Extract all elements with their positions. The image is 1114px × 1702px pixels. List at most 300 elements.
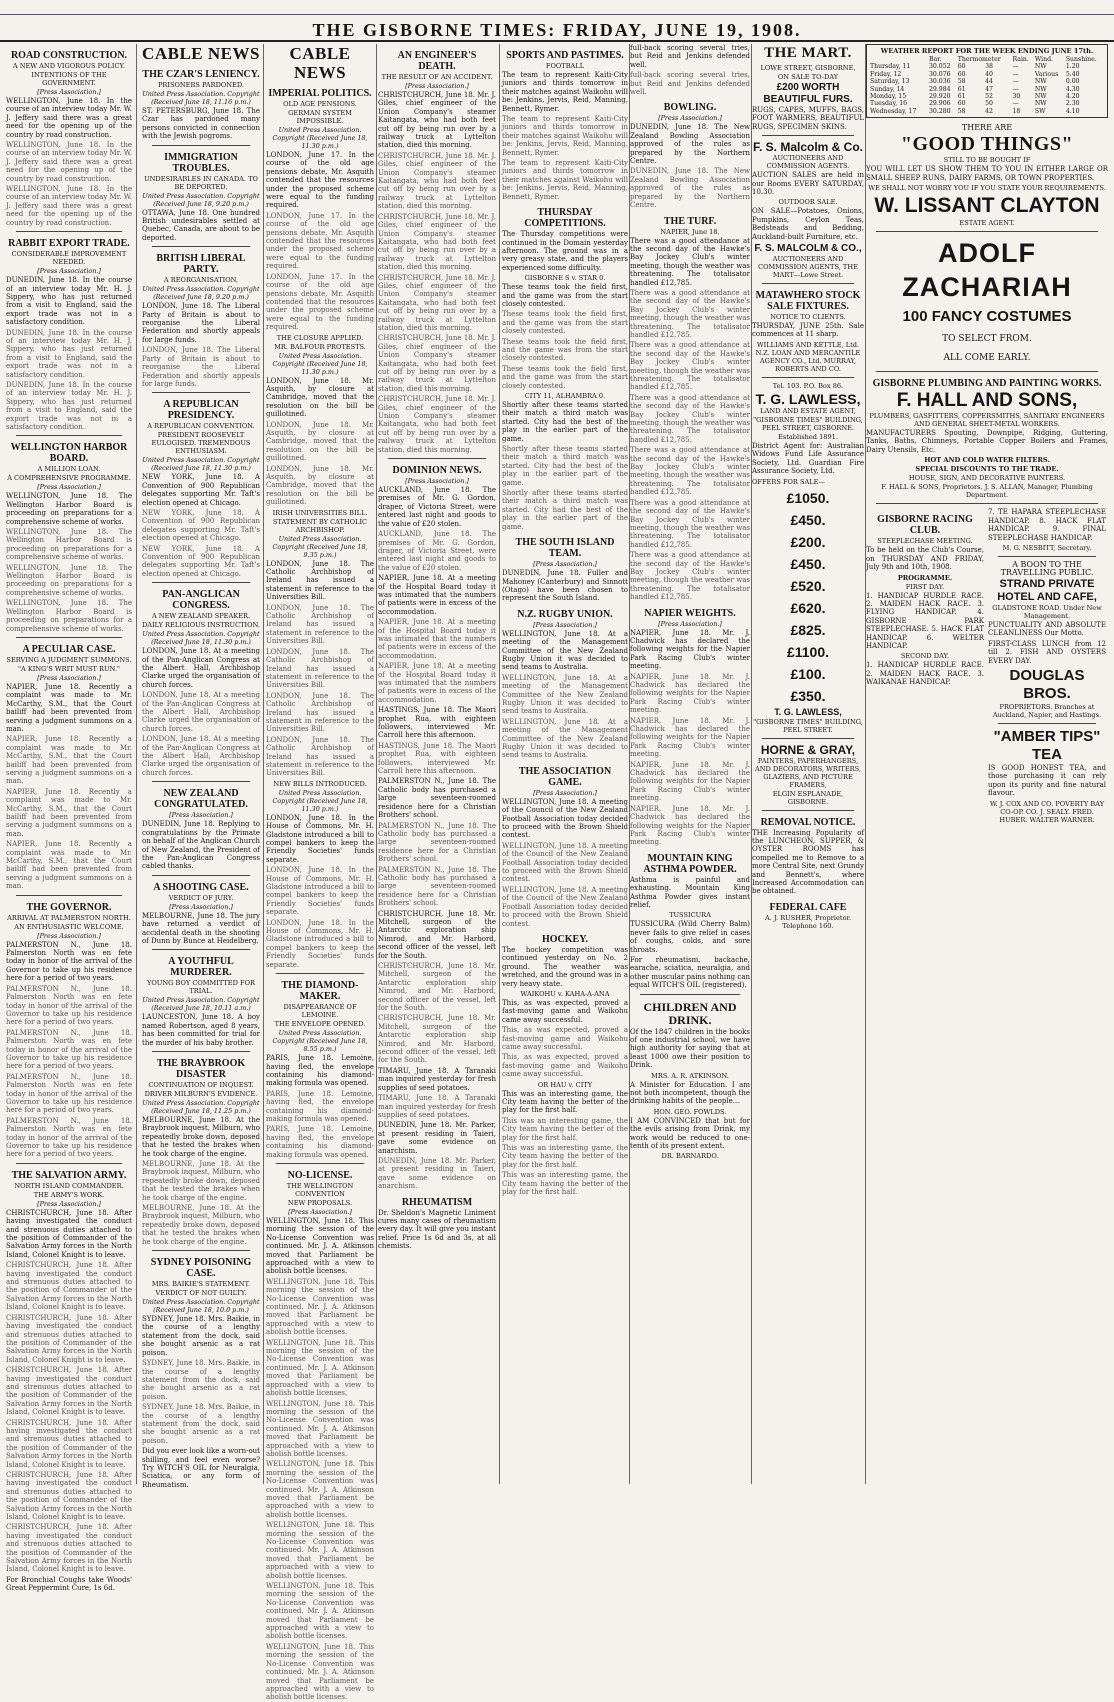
article-body: This, as was expected, proved a fast-moving game and Waikohu came away successful. (502, 1053, 628, 1079)
subheadline: INTENTIONS OF THE GOVERNMENT. (31, 71, 107, 87)
divider (152, 1051, 250, 1052)
advert-line: STEEPLECHASE MEETING. (877, 537, 973, 546)
article-body: There was a good attendance at the second day of the Hawke's Bay Jockey Club's winter meeting, though the weather was threatening. The totalisator handled £12,785. (630, 236, 750, 287)
advert-body: 7. TE HAPARA STEEPLECHASE HANDICAP. 8. HACK FLAT HANDICAP. 9. FINAL STEEPLECHASE HANDICAP. (988, 508, 1106, 542)
weather-cell: 0.00 (1065, 78, 1080, 86)
advert-body: IS GOOD HONEST TEA, and those purchasing it can rely upon its purity and fine natural flavour. (988, 763, 1106, 798)
press-credit: United Press Association. Copyright (Received June 18, 9.20 p.m.) (142, 191, 260, 208)
weather-cell: 29.984 (928, 85, 951, 93)
subheadline: PRISONERS PARDONED. (157, 81, 245, 89)
article-body: LONDON, June 18. Mr. Asquith, by closure at Cambridge, moved that the resolution on the bill be guillotined. (266, 376, 374, 419)
subheadline: GERMAN SYSTEM IMPOSSIBLE. (288, 109, 352, 125)
article-body: WELLINGTON, June 18. This morning the session of the No-License Convention was continued. Mr. J. A. Atkinson moved that Parliament be approached with a view to abolish bottle licenses. (266, 1399, 374, 1458)
weather-cell: 18 (1012, 107, 1021, 115)
advert-line: OUTDOOR SALE. (778, 198, 838, 207)
article-body: This, as was expected, proved a fast-moving game and Waikohu came away successful. (502, 998, 628, 1024)
advert-headline: F. S. Malcolm & Co. (752, 140, 863, 155)
article-body: NAPIER, June 18. Mr. J. Chadwick has declared the following weights for the Napier Park Racing Club's winter meeting. (630, 672, 750, 715)
advert-body: AUCTION SALES are held in our Rooms EVERY SATURDAY, 10.30. (752, 171, 864, 197)
article-body: LONDON, June 18. In the House of Commons, Mr. H. Gladstone introduced a bill to compel bankers to keep the Friendly Societies' funds separate. (266, 866, 374, 917)
advert-line: TO SELECT FROM. (942, 334, 1032, 345)
weather-cell: 29.906 (928, 100, 951, 108)
subheadline: DISAPPEARANCE OF LEMOINE. (283, 1003, 357, 1020)
divider (152, 145, 250, 146)
article-body: CHRISTCHURCH, June 18. Mr. Mitchell, surgeon of the Antarctic exploration ship Nimrod, and Mr. Harbord, second officer of the vessel, left for the South. (378, 909, 496, 960)
subheadline: VERDICT OF JURY. (168, 893, 234, 902)
press-credit: [Press Association.] (658, 619, 722, 628)
advert-body: 1. HANDICAP HURDLE RACE. 2. MAIDEN HACK RACE. 3. WAIKANAE HANDICAP. (866, 661, 984, 687)
subheadline: NEW PROPOSALS. (287, 1198, 353, 1207)
advert-body: THE Increasing Popularity of the LUNCHEON, SUPPER, & OYSTER ROOMS has compelled me to Remove to a more Central Site, next Grundy and Bennett's, where Increased Accommodation can be obtained. (752, 828, 864, 896)
article-body: WELLINGTON, June 18. This morning the session of the No-License Convention was continued. Mr. J. A. Atkinson moved that Parliament be approached with a view to abolish bottle licenses. (266, 1582, 374, 1641)
article-body: PARIS, June 18. Lemoine, having fled, the envelope containing his diamond-making formula was opened. (266, 1125, 374, 1159)
press-credit: [Press Association.] (37, 267, 101, 276)
press-credit: United Press Association. Copyright (Received June 18, 10.0 p.m.) (142, 1298, 260, 1315)
price: £620. (790, 599, 826, 616)
advert-body: To be held on the Club's Course, on THURSDAY AND FRIDAY, July 9th and 10th, 1908. (866, 546, 984, 572)
subheadline: GISBORNE S v. STAR 0. (524, 274, 606, 283)
article-body: This, as was expected, proved a fast-moving game and Waikohu came away successful. (502, 1026, 628, 1051)
divider (152, 949, 250, 950)
article-body: AUCKLAND, June 18. The premises of Mr. G. Gordon, draper, of Victoria Street, were entered last night and goods to the value of £20 stolen. (378, 530, 496, 572)
weather-cell: 29.920 (928, 93, 951, 101)
headline: A REPUBLICAN PRESIDENCY. (163, 399, 239, 422)
article-body: These teams took the field first, and the game was from the start closely contested. (502, 283, 628, 308)
weather-header-cell: Bar. (928, 56, 942, 63)
subheadline: THE WELLINGTON CONVENTION (286, 1181, 354, 1198)
weather-cell: 4.30 (1065, 85, 1080, 93)
article-body: CHRISTCHURCH, June 18. After having investigated the conduct and strenuous duties attached to the position of Commander of the Salvation Army forces in the North Island, Colonel Knight is to leave. (6, 1366, 132, 1417)
weather-cell: 38 (985, 63, 993, 71)
article-body: There was a good attendance at the second day of the Hawke's Bay Jockey Club's winter meeting, though the weather was threatening. The totalisator handled £12,785. (630, 393, 750, 444)
weather-header-cell: Wind. (1034, 56, 1054, 63)
subheadline: SERVING A JUDGMENT SUMMONS. (6, 655, 132, 664)
headline: IMPERIAL POLITICS. (268, 88, 372, 99)
press-credit: [Press Association.] (405, 82, 469, 90)
article-body: TIMARU, June 18. A Taranaki man inquired yesterday for fresh supplies of seed potatoes. (378, 1094, 496, 1119)
article-body: NEW YORK, June 18. A Convention of 900 Republican delegates supporting Mr. Taft's election opened at Chicago. (142, 508, 260, 543)
article-body: SYDNEY, June 18. Mrs. Baikie, in the course of a lengthy statement from the dock, said she bought arsenic as a rat poison. (142, 1359, 260, 1401)
article-body: PALMERSTON N., June 18. Palmerston North was en fete today in honor of the arrival of the Governor to take up his residence here for a period of two years. (6, 1116, 132, 1159)
headline: MOUNTAIN KING ASTHMA POWDER. (643, 852, 737, 875)
article-body: NAPIER, June 18. Mr. J. Chadwick has declared the following weights for the Napier Park Racing Club's winter meeting. (630, 760, 750, 803)
advert-headline: GISBORNE RACING CLUB. (877, 514, 973, 537)
weather-header-cell: Sunshine. (1065, 56, 1097, 63)
price: £450. (790, 555, 826, 572)
weather-cell: 60 (957, 100, 966, 108)
advert-line: "GISBORNE TIMES" BUILDING, PEEL STREET. (753, 717, 863, 734)
press-credit: [Press Association.] (37, 483, 101, 492)
press-credit: [Press Association.] (169, 811, 233, 820)
article-body: CHRISTCHURCH, June 18. Mr. J. Giles, chief engineer of the Union Company's steamer Kaitangata, who had both feet cut off by being run over by a railway truck at Lyttelton station, died this morning. (378, 334, 496, 393)
advert-line: 100 FANCY COSTUMES (902, 308, 1072, 326)
subheadline: ARRIVAL AT PALMERSTON NORTH. (7, 913, 131, 922)
article-body: DUNEDIN, June 18. In the course of an interview today Mr. H. J. Sippery, who has just returned from a visit to England, said the export trade was not in a satisfactory condition. (6, 380, 132, 431)
weather-cell: 4.10 (1065, 107, 1080, 115)
weather-row (869, 86, 1105, 93)
article-body: LAUNCESTON, June 18. A boy named Robertson, aged 8 years, has been committed for trial for the murder of his baby brother. (142, 1013, 260, 1047)
headline: A PECULIAR CASE. (22, 643, 116, 655)
weather-cell: 4.20 (1065, 93, 1080, 101)
weather-header-cell: Thermometer (957, 56, 1001, 63)
advert-headline: W. LISSANT CLAYTON (874, 194, 1100, 218)
divider (16, 1163, 122, 1164)
article-body: PALMERSTON N., June 18. Palmerston North was en fete today in honor of the arrival of the Governor to take up his residence here for a period of two years. (6, 984, 132, 1027)
headline: THE SALVATION ARMY. (11, 1169, 127, 1181)
advert-line: PROGRAMME. (897, 573, 953, 582)
weather-cell: Thursday, 11 (870, 63, 911, 71)
subheadline: A MILLION LOAN. (37, 465, 101, 474)
divider (152, 875, 250, 876)
article-body: LONDON, June 18. The Catholic Archbishop of Ireland has issued a statement in reference to the Universities Bill. (266, 603, 374, 646)
article-body: WELLINGTON, June 18. This morning the session of the No-License Convention was continued. Mr. J. A. Atkinson moved that Parliament be approached with a view to abolish bottle licenses. (266, 1338, 374, 1398)
subheadline: OR HAU v. CITY (537, 1080, 593, 1089)
advert-line: AUCTIONEERS AND COMMISSION AGENTS. (766, 154, 850, 171)
subheadline: CONTINUATION OF INQUEST. (148, 1080, 254, 1089)
article-body: There was a good attendance at the second day of the Hawke's Bay Jockey Club's winter meeting, though the weather was threatening. The totalisator handled £12,785. (630, 341, 750, 392)
press-credit: [Press Association.] (37, 931, 101, 940)
article-body: WELLINGTON, June 18. The Wellington Harbor Board is proceeding on preparations for a comprehensive scheme of works. (6, 599, 132, 633)
subheadline: OLD AGE PENSIONS. (283, 100, 357, 108)
advert-title: THE MART. (764, 45, 852, 61)
weather-rows (869, 63, 1105, 115)
weather-cell: 30.280 (928, 107, 951, 115)
article-body: NAPIER, June 18. Mr. J. Chadwick has declared the following weights for the Napier Park Racing Club's winter meeting. (630, 716, 750, 759)
subheadline: A NEW ZEALAND SPEAKER. (151, 612, 251, 621)
divider (152, 392, 250, 393)
press-credit: [Press Association.] (533, 788, 597, 797)
advert-line: Dr. Sheldon's Magnetic Liniment cures many cases of rheumatism every day. It will give you instant relief. Price 1s 6d and 3s, at all chemists. (378, 1208, 496, 1251)
subheadline: THE CLOSURE APPLIED. (276, 333, 364, 342)
column-rule (499, 44, 500, 1484)
divider (998, 723, 1096, 724)
press-credit: United Press Association. Copyright (Received June 18, 9.20 p.m.) (142, 285, 260, 302)
article-body: DUNEDIN, June 18. Replying to congratulations by the Primate on behalf of the Anglican Church of New Zealand, the President of the Pan-Anglican Congress cabled thanks. (142, 820, 260, 871)
article-body: OTTAWA, June 18. One hundred British undesirables settled at Quebec, Canada, are about to be deported. (142, 208, 260, 242)
article-body: CHRISTCHURCH, June 18. After having investigated the conduct and strenuous duties attached to the position of Commander of the Salvation Army forces in the North Island, Colonel Knight is to leave. (6, 1523, 132, 1574)
article-body: MELBOURNE, June 18. At the Braybrook inquest, Milburn, who repeatedly broke down, deposed that he tested the brakes when he took charge of the engine. (142, 1204, 260, 1246)
subheadline: UNDESIRABLES IN CANADA. TO BE DEPORTED. (144, 174, 258, 191)
headline: NO-LICENSE. (287, 1169, 353, 1181)
article-body: This was an interesting game, the City team having the better of the play for the first half. (502, 1171, 628, 1197)
weather-row (869, 100, 1105, 107)
article-body: There was a good attendance at the second day of the Hawke's Bay Jockey Club's winter meeting, though the weather was threatening. The totalisator handled £12,785. (630, 498, 750, 549)
article-body: The team to represent Kaiti-City juniors and thirds tomorrow in their matches against Waikohu will be: Jenkins, Jervis, Reid, Manning, Bennett, Rymer. (502, 71, 628, 113)
article-body: NAPIER, June 18. Mr. J. Chadwick has declared the following weights for the Napier Park Racing Club's winter meeting. (630, 628, 750, 671)
subheadline: NAPIER, June 18. (660, 227, 720, 236)
weather-cell: — (1012, 78, 1019, 86)
divider (152, 582, 250, 583)
article-body: These teams took the field first, and the game was from the start closely contested. (502, 364, 628, 390)
weather-cell: 61 (957, 93, 966, 101)
article-body: DUNEDIN, June 18. The New Zealand Bowling Association approved of the rules as prepared by the Northern Centre. (630, 123, 750, 166)
headline: THURSDAY COMPETITIONS. (524, 207, 606, 230)
column-rule (263, 44, 264, 1484)
headline: SPORTS AND PASTIMES. (506, 50, 624, 61)
article-body: CHRISTCHURCH, June 18. Mr. Mitchell, surgeon of the Antarctic exploration ship Nimrod, and Mr. Harbord, second officer of the vessel, left for the South. (378, 962, 496, 1013)
divider (16, 895, 122, 896)
weather-cell: 40 (985, 70, 993, 78)
subheadline: CONSIDERABLE IMPROVEMENT NEEDED. (11, 250, 127, 267)
press-credit: [Press Association.] (37, 1199, 101, 1208)
advert-line: W. J. COX AND CO. POVERTY BAY CO-OP. CO. J. SEALY. FRED. HUBER. WALTER WARNER. (989, 799, 1105, 824)
headline: DOMINION NEWS. (392, 465, 482, 477)
article-body: The team to represent Kaiti-City juniors and thirds tomorrow in their matches against Waikohu will be: Jenkins, Jervis, Reid, Manning, Bennett, Rymer. (502, 159, 628, 201)
advert-headline: FEDERAL CAFE (769, 901, 847, 913)
subheadline: DRIVER MILBURN'S EVIDENCE. (144, 1089, 258, 1098)
column-5 (502, 44, 628, 1484)
subheadline: A REPUBLICAN CONVENTION. (147, 422, 255, 431)
divider (388, 458, 486, 459)
advert-line: A. J. RUSHER, Proprietor. Telephone 160. (764, 913, 852, 930)
subheadline: YOUNG BOY COMMITTED FOR TRIAL. (147, 979, 255, 996)
article-body: NAPIER, June 18. Recently a complaint was made to Mr. McCarthy, S.M., that the Court bailiff had been prevented from serving a judgment summons on a man. (6, 787, 132, 838)
weather-cell: Sunday, 14 (870, 85, 905, 93)
signature: HON. GEO. FOWLDS. (653, 1107, 727, 1116)
article-body: WELLINGTON, June 18. This morning the session of the No-License Convention was continued. Mr. J. A. Atkinson moved that Parliament be approached with a view to abolish bottle licenses. (266, 1277, 374, 1337)
advert-body: ON SALE—Potatoes, Onions, Pumpkins, Ceylon Teas, Bedsteads and Bedding, Auckland-built Furniture, etc. (752, 207, 864, 241)
article-body: The Thursday competitions were continued in the Domain yesterday afternoon. The ground was in a very greasy state, and the players experienced some difficulty. (502, 230, 628, 272)
weather-cell: — (1012, 70, 1019, 78)
article-body: CHRISTCHURCH, June 18. Mr. J. Giles, chief engineer of the Union Company's steamer Kaitangata, who had both feet cut off by being run over by a railway truck at Lyttelton station, died this morning. (378, 91, 496, 150)
press-credit: United Press Association. Copyright (Received June 18, 11.30 p.m.) (272, 788, 368, 813)
weather-cell: 44 (985, 78, 993, 86)
article-body: CHRISTCHURCH, June 18. After having investigated the conduct and strenuous duties attached to the position of Commander of the Salvation Army forces in the North Island, Colonel Knight is to leave. (6, 1418, 132, 1469)
article-body: full-back scoring several tries, but Reid and Jenkins defended well. (630, 71, 750, 97)
advert-line: WILLIAMS AND KETTLE, Ltd. N.Z. LOAN AND MERCANTILE AGENCY CO., Ltd. MURRAY, ROBERTS AND CO. (755, 340, 861, 373)
newspaper-title: THE GISBORNE TIMES: FRIDAY, JUNE 19, 1908. (312, 20, 802, 40)
article-body: SYDNEY, June 18. Mrs. Baikie, in the course of a lengthy statement from the dock, said she bought arsenic as a rat poison. (142, 1315, 260, 1357)
column-1 (6, 44, 132, 1593)
advert-line: "GISBORNE TIMES" BUILDING, PEEL STREET, GISBORNE. (753, 415, 863, 432)
weather-cell: 30.052 (928, 63, 951, 71)
press-credit: United Press Association. Copyright (Received June 18, 11.25 p.m.) (142, 1098, 260, 1115)
weather-cell: 47 (985, 85, 993, 93)
article-body: LONDON, June 18. Mr. Asquith, by closure at Cambridge, moved that the resolution on the bill be guillotined. (266, 464, 374, 507)
article-body: SYDNEY, June 18. Mrs. Baikie, in the course of a lengthy statement from the dock, said she bought arsenic as a rat poison. (142, 1403, 260, 1445)
advert-line: OFFERS FOR SALE— (752, 477, 826, 486)
advert-line: PAINTERS, PAPERHANGERS, AND DECORATORS, WRITERS, GLAZIERS, AND PICTURE FRAMERS, (755, 756, 861, 789)
article-body: PALMERSTON N., June 18. The Catholic body has purchased a large seventeen-roomed residence here for a Christian Brothers' school. (378, 777, 496, 820)
article-body: LONDON, June 18. In the House of Commons, Mr. H. Gladstone introduced a bill to compel bankers to keep the Friendly Societies' funds separate. (266, 813, 374, 864)
headline: BOWLING. (663, 102, 717, 114)
advert-headline: STRAND PRIVATE HOTEL AND CAFE, (997, 577, 1097, 603)
press-credit: [Press Association.] (405, 477, 469, 486)
advert-line: THERE ARE (961, 123, 1013, 133)
article-body: LONDON, June 18. At a meeting of the Pan-Anglican Congress at the Albert Hall, Archbishop Clarke urged the organisation of church forces. (142, 691, 260, 733)
advert-body: RUGS, CAPES, MUFFS, BAGS, FOOT WARMERS, BEAUTIFUL RUGS, SPECIMEN SKINS. (752, 106, 864, 131)
article-body: LONDON, June 18. At a meeting of the Pan-Anglican Congress at the Albert Hall, Archbishop Clarke urged the organisation of church forces. (142, 647, 260, 689)
advert-line: SPECIAL DISCOUNTS TO THE TRADE. (915, 465, 1059, 474)
article-body: Shortly after these teams started their match a third match was started. City had the best of the play in the earlier part of the game. (502, 489, 628, 531)
article-body: PALMERSTON N., June 18. Palmerston North was en fete today in honor of the arrival of the Governor to take up his residence here for a period of two years. (6, 1028, 132, 1071)
headline: THE CZAR'S LENIENCY. (142, 69, 260, 80)
weather-cell: — (1012, 100, 1019, 108)
weather-cell: Friday, 12 (870, 70, 902, 78)
divider (16, 231, 122, 232)
weather-cell: NW (1034, 85, 1047, 93)
weather-cell: 60 (957, 70, 966, 78)
subheadline: DAILY RELIGIOUS INSTRUCTION. (142, 621, 260, 630)
article-body: CHRISTCHURCH, June 18. Mr. Mitchell, surgeon of the Antarctic exploration ship Nimrod, and Mr. Harbord, second officer of the vessel, left for the South. (378, 1014, 496, 1065)
article-body: CHRISTCHURCH, June 18. After having investigated the conduct and strenuous duties attached to the position of Commander of the Salvation Army forces in the North Island, Colonel Knight is to leave. (6, 1313, 132, 1364)
headline: A YOUTHFUL MURDERER. (168, 956, 234, 979)
weather-report (866, 44, 1108, 118)
price: £825. (790, 621, 826, 638)
article-body: There was a good attendance at the second day of the Hawke's Bay Jockey Club's winter meeting, though the weather was threatening. The totalisator handled £12,785. (630, 288, 750, 339)
article-body: PALMERSTON N., June 18. The Catholic body has purchased a large seventeen-roomed residence here for a Christian Brothers' school. (378, 821, 496, 864)
telephone-line: Tel. 103. P.O. Box 86. (772, 381, 844, 390)
headline: THE GOVERNOR. (26, 901, 112, 913)
advert-line: Did you ever look like a worn-out shilling, and feel even worse? Try WITCH'S OIL for Neuralgia, Sciatica, or any form of Rheumatism. (142, 1447, 260, 1489)
article-body: CHRISTCHURCH, June 18. After having investigated the conduct and strenuous duties attached to the position of Commander of the Salvation Army forces in the North Island, Colonel Knight is to leave. (6, 1261, 132, 1312)
divider (762, 135, 854, 136)
press-credit: United Press Association. Copyright (Received June 18, 11.30 p.m.) (272, 351, 368, 376)
subheadline: PRESIDENT ROOSEVELT EULOGISED. TREMENDOUS ENTHUSIASM. (151, 431, 251, 456)
article-body: LONDON, June 17. In the course of the old age pensions debate, Mr. Asquith contended that the resources under the proposed scheme were equal to the funding required. (266, 211, 374, 271)
press-credit: United Press Association. Copyright (Received June 18, 11.30 p.m.) (142, 456, 260, 473)
weather-cell: Tuesday, 16 (870, 100, 908, 108)
price: £1100. (786, 643, 830, 660)
article-body: LONDON, June 18. The Catholic Archbishop of Ireland has issued a statement in reference to the Universities Bill. (266, 735, 374, 778)
article-body: WELLINGTON, June 18. This morning the session of the No-License Convention was continued. Mr. J. A. Atkinson moved that Parliament be approached with a view to abolish bottle licenses. (266, 1521, 374, 1580)
article-body: WELLINGTON, June 18. The Wellington Harbor Board is proceeding on preparations for a comprehensive scheme of works. (6, 528, 132, 562)
article-body: CHRISTCHURCH, June 18. Mr. J. Giles, chief engineer of the Union Company's steamer Kaitangata, who had both feet cut off by being run over by a railway truck at Lyttelton station, died this morning. (378, 151, 496, 211)
headline: ROAD CONSTRUCTION. (10, 50, 128, 61)
article-body: AUCKLAND, June 18. The premises of Mr. G. Gordon, draper, of Victoria Street, were entered last night and goods to the value of £20 stolen. (378, 486, 496, 528)
article-body: LONDON, June 18. The Liberal Party of Britain is about to reorganise the Liberal Federation and shortly appeals for large funds. (142, 346, 260, 388)
advert-line: HOT AND COLD WATER FILTERS. (924, 456, 1050, 465)
article-body: PALMERSTON N., June 18. Palmerston North was en fete today in honor of the arrival of the Governor to take up his residence here for a period of two years. (6, 1072, 132, 1115)
column-4 (378, 44, 496, 1484)
article-body: CHRISTCHURCH, June 18. Mr. J. Giles, chief engineer of the Union Company's steamer Kaitangata, who had both feet cut off by being run over by a railway truck at Lyttelton station, died this morning. (378, 212, 496, 272)
press-credit: [Press Association.] (169, 902, 233, 911)
racing-left (866, 508, 984, 824)
subheadline: A NEW AND VIGOROUS POLICY. (12, 62, 126, 70)
subheadline: STATEMENT BY CATHOLIC ARCHBISHOP. (272, 517, 368, 534)
article-body: PALMERSTON N., June 18. The Catholic body has purchased a large seventeen-roomed residence here for a Christian Brothers' school. (378, 865, 496, 908)
subheadline: "A KING'S WRIT MUST RUN." (17, 664, 121, 673)
advert-headline: DOUGLAS BROS. (1009, 666, 1085, 702)
racing-advert (866, 508, 1108, 824)
article-body: LONDON, June 18. The Catholic Archbishop of Ireland has issued a statement in reference to the Universities Bill. (266, 691, 374, 734)
advert-body: FIRST-CLASS LUNCH from 12 till 2. FISH AND OYSTERS EVERY DAY. (988, 639, 1106, 665)
divider (16, 435, 122, 436)
article-body: WELLINGTON, June 18. This morning the session of the No-License Convention was continued. Mr. J. A. Atkinson moved that Parliament be approached with a view to abolish bottle licenses. (266, 1642, 374, 1702)
article-body: NEW YORK, June 18. A Convention of 900 Republican delegates supporting Mr. Taft's election opened at Chicago. (142, 473, 260, 507)
press-credit: United Press Association. Copyright (Received June 18, 11.30 p.m.) (142, 630, 260, 647)
article-body: WELLINGTON, June 18. The Wellington Harbor Board is proceeding on preparations for a comprehensive scheme of works. (6, 563, 132, 597)
masthead-rule (0, 14, 1114, 15)
weather-row (869, 93, 1105, 100)
divider (998, 556, 1096, 557)
weather-cell: 2.30 (1065, 100, 1080, 108)
advert-line: FIRST DAY. (905, 582, 945, 591)
weather-cell: NW (1034, 93, 1047, 101)
article-body: LONDON, June 18. The Catholic Archbishop of Ireland has issued a statement in reference to the Universities Bill. (266, 559, 374, 602)
advert-line: F. HALL & SONS, Proprietors. J. S. ALLAN, Manager, Plumbing Department. (881, 483, 1093, 500)
weather-cell: — (1012, 63, 1019, 71)
article-body: This was an interesting game, the City team having the better of the play for the first half. (502, 1089, 628, 1115)
article-body: MELBOURNE, June 18. At the Braybrook inquest, Milburn, who repeatedly broke down, deposed that he tested the brakes when he took charge of the engine. (142, 1160, 260, 1202)
signature: MRS. A. R. ATKINSON. (651, 1071, 729, 1080)
press-credit: United Press Association. Copyright (Received June 18, 11.16 p.m.) (142, 90, 260, 106)
column-rule (376, 44, 377, 1484)
article-body: HASTINGS, June 18. The Maori prophet Rua, with eighteen followers, interviewed Mr. Carroll here this afternoon. (378, 741, 496, 776)
subheadline: TUSSICURA (669, 911, 711, 920)
article-body: WELLINGTON, June 18. At a meeting of the Management Committee of the New Zealand Rugby Union it was decided to send teams to Australia. (502, 629, 628, 672)
price: £100. (790, 665, 826, 682)
article-body: MELBOURNE, June 18. The jury have returned a verdict of accidental death in the shooting of Dunn by Bunce at Heidelberg. (142, 911, 260, 945)
press-credit: [Press Association.] (658, 114, 722, 123)
advert-line: ALL COME EARLY. (943, 353, 1031, 364)
weather-cell: 5.40 (1065, 70, 1080, 78)
article-body: I AM CONVINCED that but for the evils arising from Drink, my work would be reduced to one-tenth of its present extent. (630, 1116, 750, 1151)
advert-headline: "AMBER TIPS" TEA (993, 727, 1101, 763)
advert-line: STILL TO BE BOUGHT IF (943, 156, 1031, 165)
advert-line: ON SALE TO-DAY (777, 73, 839, 81)
headline: WELLINGTON HARBOR BOARD. (10, 442, 128, 465)
article-body: DUNEDIN, June 18. Fuller and Mahoney (Canterbury) and Sinnott (Otago) have been chosen to represent the South Island. (502, 569, 628, 603)
advert-headline: "GOOD THINGS" (900, 133, 1074, 156)
subheadline: THE RESULT OF AN ACCIDENT. (381, 73, 493, 81)
advert-line: Established 1891. (778, 432, 838, 441)
article-body: WELLINGTON, June 18. This morning the session of the No-License Convention was continued. Mr. J. A. Atkinson moved that Parliament be approached with a view to abolish bottle licenses. (266, 1460, 374, 1519)
weather-cell: Monday, 15 (870, 93, 907, 101)
press-credit: United Press Association. Copyright (Received June 18, 10.11 a.m.) (142, 996, 260, 1013)
weather-cell: Wednesday, 17 (870, 107, 917, 115)
advert-headline: £200 WORTH BEAUTIFUL FURS. (763, 82, 853, 105)
article-body: full-back scoring several tries, but Reid and Jenkins defended well. (630, 44, 750, 69)
article-body: NAPIER, June 18. Mr. J. Chadwick has declared the following weights for the Napier Park Racing Club's winter meeting. (630, 804, 750, 847)
subheadline: AN ENTHUSIASTIC WELCOME. (14, 922, 124, 931)
section-title: CABLE NEWS (289, 44, 351, 82)
subheadline: FOOTBALL (545, 62, 585, 70)
weather-cell: Saturday, 13 (870, 78, 910, 86)
article-body: WELLINGTON, June 18. A meeting of the Council of the New Zealand Football Association today decided to proceed with the Brown Shield contest. (502, 885, 628, 928)
advert-body: PUNCTUALITY AND ABSOLUTE CLEANLINESS Our Motto. (988, 620, 1106, 638)
headline: RHEUMATISM (401, 1196, 473, 1208)
weather-title: WEATHER REPORT FOR THE WEEK ENDING JUNE 17th. (880, 47, 1094, 55)
press-credit: [Press Association.] (37, 673, 101, 682)
article-body: LONDON, June 18. At a meeting of the Pan-Anglican Congress at the Albert Hall, Archbishop Clarke urged the organisation of church forces. (142, 735, 260, 777)
press-credit: United Press Association. Copyright (Received June 18, 8.55 p.m.) (272, 1029, 368, 1054)
article-body: PALMERSTON N., June 18. Palmerston North was en fete today in honor of the arrival of the Governor to take up his residence here for a period of two years. (6, 940, 132, 983)
price: £350. (790, 687, 826, 704)
weather-cell: 1.20 (1065, 63, 1080, 71)
article-body: The team to represent Kaiti-City juniors and thirds tomorrow in their matches against Waikohu will be: Jenkins, Jervis, Reid, Manning, Bennett, Rymer. (502, 115, 628, 157)
press-credit: [Press Association.] (533, 560, 597, 569)
divider (276, 1163, 364, 1164)
article-body: CHRISTCHURCH, June 18. Mr. J. Giles, chief engineer of the Union Company's steamer Kaitangata, who had both feet cut off by being run over by a railway truck at Lyttelton station, died this morning. (378, 395, 496, 454)
weather-cell: 60 (957, 63, 966, 71)
article-body: WELLINGTON, June 18. In the course of an interview today Mr. W. J. Jeffery said there was a great need for the opening up of the country by road construction. (6, 97, 132, 139)
weather-header-cell: Rain. (1012, 56, 1029, 63)
weather-row (869, 71, 1105, 78)
article-body: TUSSICURA (Wild Cherry Balm) never fails to give relief in cases of coughs, colds, and sore throats. (630, 920, 750, 954)
column-rule (136, 44, 137, 1484)
divider (876, 231, 1098, 232)
price: £520. (790, 577, 826, 594)
headline: CHILDREN AND DRINK. (643, 999, 737, 1027)
column-2 (142, 44, 260, 1489)
weather-cell: 58 (957, 78, 966, 86)
headline: SYDNEY POISONING CASE. (150, 1257, 252, 1280)
divider (152, 1250, 250, 1251)
article-body: LONDON, June 17. In the course of the old age pensions debate, Mr. Asquith contended that the resources under the proposed scheme were equal to the funding required. (266, 151, 374, 210)
article-body: NAPIER, June 18. At a meeting of the Hospital Board today it was intimated that the numbers of patients were in excess of the accommodation. (378, 662, 496, 704)
article-body: CHRISTCHURCH, June 18. After having investigated the conduct and strenuous duties attached to the position of Commander of the Salvation Army forces in the North Island, Colonel Knight is to leave. (6, 1208, 132, 1259)
